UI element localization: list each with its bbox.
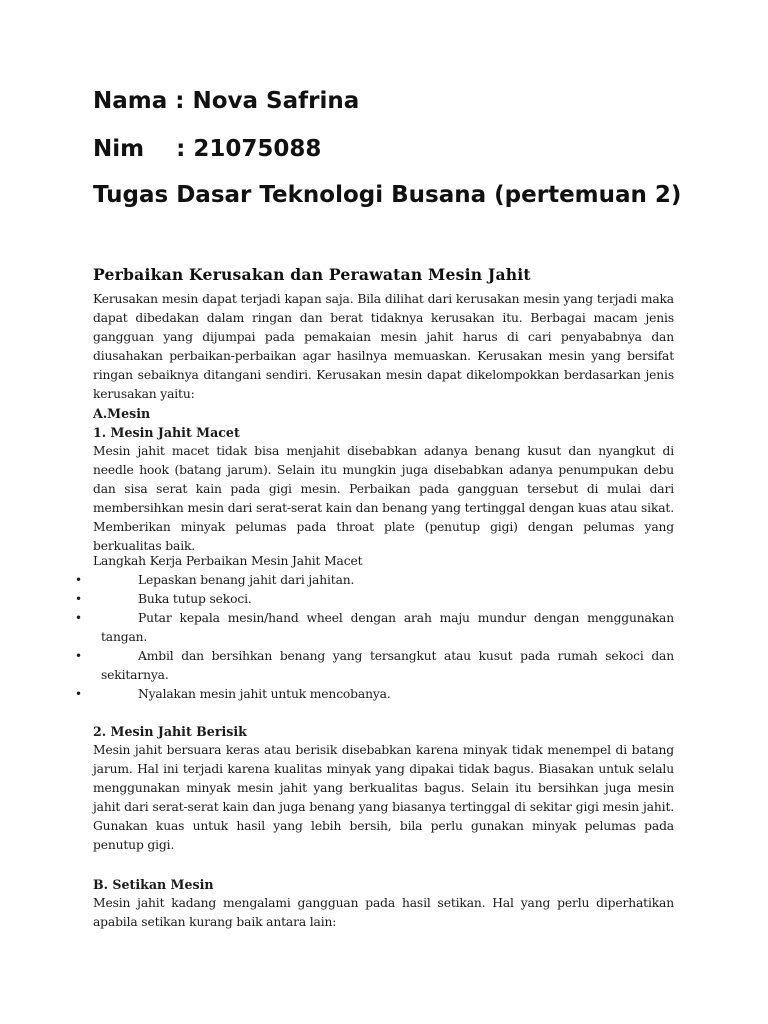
- section-title: Perbaikan Kerusakan dan Perawatan Mesin Jahit: [93, 265, 531, 284]
- part-b-paragraph: Mesin jahit kadang mengalami gangguan pada hasil setikan. Hal yang perlu diperhatikan apabila setikan kurang baik antara lain:: [93, 896, 674, 929]
- student-nim: Nim : 21075088: [93, 136, 322, 162]
- bullet-icon: •: [75, 592, 82, 606]
- intro-block: [93, 290, 674, 404]
- student-name: Nama : Nova Safrina: [93, 88, 360, 114]
- steps-title: Langkah Kerja Perbaikan Mesin Jahit Macet: [93, 554, 363, 568]
- part-b-block: [93, 875, 674, 932]
- steps-block: [75, 552, 674, 704]
- sub2-paragraph: Mesin jahit bersuara keras atau berisik disebabkan karena minyak tidak menempel di batang jarum. Hal ini terjadi karena kualitas minyak yang dipakai tidak bagus. Biasakan untuk selalu menggunakan minyak mesin jahit yang berkualitas bagus. Selain itu bersihkan juga mesin jahit dari serat-serat kain dan juga benang yang biasanya tertinggal di sekitar gigi mesin jahit. Gunakan kuas untuk hasil yang lebih bersih, bila perlu gunakan minyak pelumas pada penutup gigi.: [93, 743, 674, 852]
- bullet-icon: •: [75, 649, 82, 663]
- sub1-title: 1. Mesin Jahit Macet: [93, 425, 240, 440]
- part-a-heading: A.Mesin: [93, 406, 151, 421]
- bullet-icon: •: [75, 573, 82, 587]
- sub2-block: [93, 722, 674, 855]
- assignment-title: Tugas Dasar Teknologi Busana (pertemuan 2): [93, 182, 682, 208]
- part-b-heading: B. Setikan Mesin: [93, 877, 214, 892]
- list-item: • Nyalakan mesin jahit untuk mencobanya.: [93, 685, 674, 704]
- sub2-title: 2. Mesin Jahit Berisik: [93, 724, 247, 739]
- bullet-icon: •: [75, 687, 82, 701]
- list-item: • Ambil dan bersihkan benang yang tersangkut atau kusut pada rumah sekoci dan sekitarnya.: [75, 649, 674, 682]
- list-item: • Buka tutup sekoci.: [93, 590, 674, 609]
- list-item: • Putar kepala mesin/hand wheel dengan arah maju mundur dengan menggunakan tangan.: [75, 611, 674, 644]
- intro-paragraph: Kerusakan mesin dapat terjadi kapan saja. Bila dilihat dari kerusakan mesin yang terjadi maka dapat dibedakan dalam ringan dan berat tidaknya kerusakan itu. Berbagai macam jenis gangguan yang dijumpai pada pemakaian mesin jahit harus di cari penyababnya dan diusahakan perbaikan-perbaikan agar hasilnya memuaskan. Kerusakan mesin yang bersifat ringan sebaiknya ditangani sendiri. Kerusakan mesin dapat dikelompokkan berdasarkan jenis kerusakan yaitu:: [93, 292, 674, 401]
- list-item: • Lepaskan benang jahit dari jahitan.: [93, 571, 674, 590]
- part-a-block: [93, 404, 674, 556]
- steps-list: [75, 571, 674, 704]
- sub1-paragraph: Mesin jahit macet tidak bisa menjahit disebabkan adanya benang kusut dan nyangkut di needle hook (batang jarum). Selain itu mungkin juga disebabkan adanya penumpukan debu dan sisa serat kain pada gigi mesin. Perbaikan pada gangguan tersebut di mulai dari membersihkan mesin dari serat-serat kain dan benang yang tertinggal dengan kuas atau sikat. Memberikan minyak pelumas pada throat plate (penutup gigi) dengan pelumas yang berkualitas baik.: [93, 444, 674, 553]
- bullet-icon: •: [75, 611, 82, 625]
